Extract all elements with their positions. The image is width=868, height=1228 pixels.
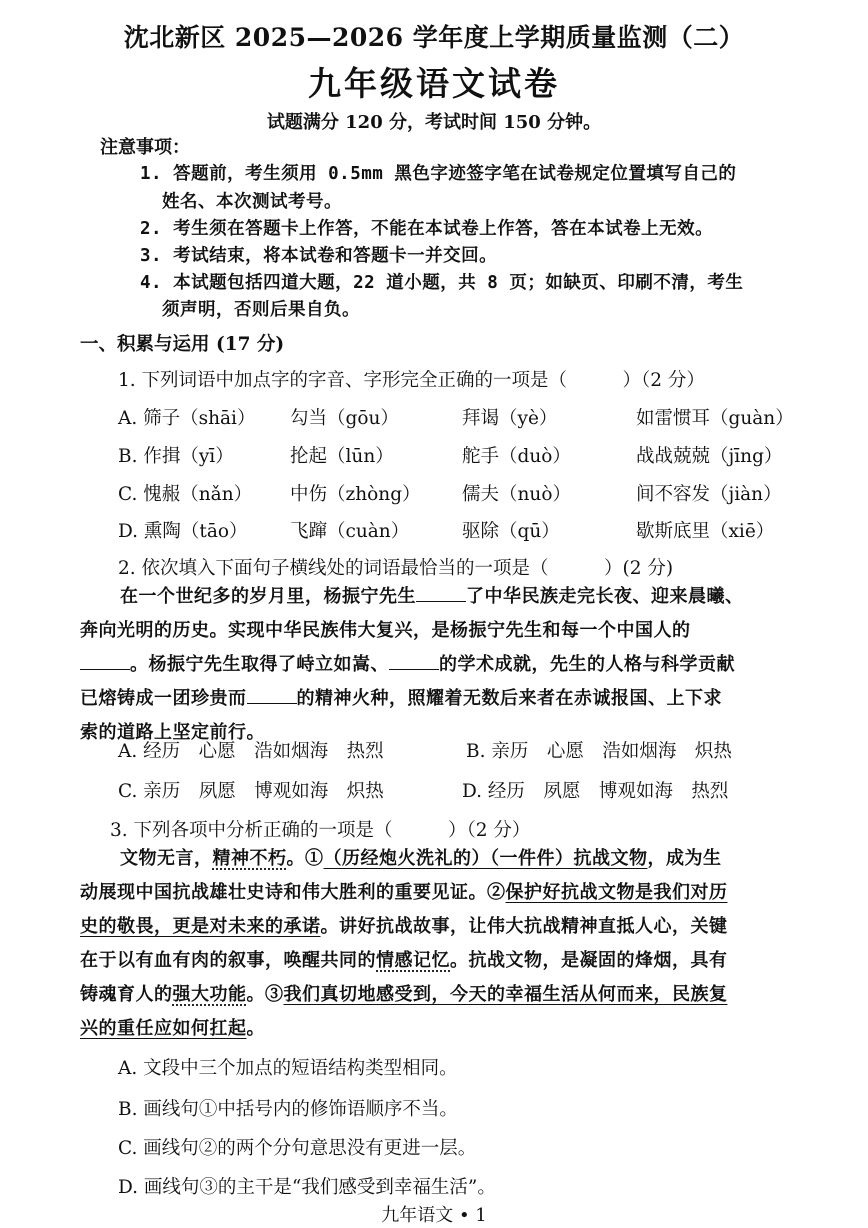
- fill-blank-2: [80, 655, 130, 670]
- q3-passage-line-4: [80, 944, 800, 978]
- underlined-sentence-1: （历经炮火洗礼的）（一件件）抗战文物: [323, 848, 648, 869]
- question-3-stem: 3. 下列各项中分析正确的一项是（ ）（2 分）: [110, 820, 531, 841]
- q2-option-a: A. 经历 心愿 浩如烟海 热烈: [118, 741, 384, 762]
- q2-text: 的学术成就，先生的人格与科学贡献: [439, 654, 735, 675]
- q3-text: 。: [246, 1018, 265, 1039]
- q3-text: 。抗战文物，是凝固的烽烟，具有: [450, 950, 728, 971]
- q1-option-a-4: 如雷惯耳（guàn）: [636, 408, 794, 429]
- q3-text: 。③: [246, 984, 284, 1005]
- q3-text: 铸魂育人的: [80, 984, 173, 1005]
- q3-option-a: A. 文段中三个加点的短语结构类型相同。: [118, 1058, 458, 1079]
- q2-passage-line-4: [80, 682, 800, 716]
- q3-option-d: D. 画线句③的主干是“我们感受到幸福生活”。: [118, 1177, 496, 1198]
- q1-option-d-3: 驱除（qū）: [462, 521, 560, 542]
- q2-text: 已熔铸成一团珍贵而: [80, 688, 247, 709]
- q1-option-c-4: 间不容发（jiàn）: [636, 484, 782, 505]
- notice-item-4-cont: 须声明，否则后果自负。: [162, 300, 360, 320]
- question-2-stem: 2. 依次填入下面句子横线处的词语最恰当的一项是（ ）(2 分): [118, 558, 674, 579]
- q1-option-c-1: C. 愧赧（nǎn）: [118, 484, 253, 505]
- dotted-phrase-3: 强大功能: [172, 984, 247, 1005]
- q3-text: 文物无言，: [120, 848, 213, 869]
- q2-passage-line-2: 奔向光明的历史。实现中华民族伟大复兴，是杨振宁先生和每一个中国人的: [80, 620, 691, 641]
- q2-option-c: C. 亲历 夙愿 博观如海 炽热: [118, 781, 384, 802]
- exam-title-line1: 沈北新区 2025—2026 学年度上学期质量监测（二）: [123, 23, 745, 52]
- q3-option-c: C. 画线句②的两个分句意思没有更进一层。: [118, 1138, 477, 1159]
- q3-option-b: B. 画线句①中括号内的修饰语顺序不当。: [118, 1099, 458, 1120]
- q2-text: 的精神火种，照耀着无数后来者在赤诚报国、上下求: [296, 688, 722, 709]
- q3-text: 动展现中国抗战雄壮史诗和伟大胜利的重要见证。②: [80, 882, 506, 903]
- q3-passage-line-3: [80, 910, 800, 944]
- q1-option-a-2: 勾当（gōu）: [290, 408, 399, 429]
- notice-item-4: 4. 本试题包括四道大题，22 道小题，共 8 页；如缺页、印刷不清，考生: [140, 273, 744, 293]
- underlined-sentence-3: 我们真切地感受到，今天的幸福生活从何而来，民族复: [283, 984, 728, 1005]
- notice-item-2: 2. 考生须在答题卡上作答，不能在本试卷上作答，答在本试卷上无效。: [140, 219, 714, 239]
- exam-title-line2: 九年级语文试卷: [308, 64, 560, 103]
- question-2-passage: [80, 580, 800, 750]
- notice-item-1-cont: 姓名、本次测试考号。: [162, 192, 342, 212]
- notice-heading: 注意事项：: [100, 137, 190, 158]
- underlined-sentence-3-cont: 兴的重任应如何扛起: [80, 1018, 247, 1039]
- page-footer: 九年语文 • 1: [381, 1205, 487, 1226]
- fill-blank-4: [247, 689, 297, 704]
- q3-passage-line-6: [80, 1012, 800, 1046]
- q3-text: ，成为生: [647, 848, 722, 869]
- q2-text: 在一个世纪多的岁月里，杨振宁先生: [120, 586, 416, 607]
- underlined-sentence-2-cont: 史的敬畏，更是对未来的承诺: [80, 916, 321, 937]
- q2-text: 。杨振宁先生取得了峙立如嵩、: [130, 654, 389, 675]
- q1-option-b-4: 战战兢兢（jīng）: [636, 446, 783, 467]
- q1-option-d-2: 飞蹿（cuàn）: [290, 521, 410, 542]
- q2-passage-line-1: [80, 580, 800, 614]
- q1-option-c-3: 儒夫（nuò）: [462, 484, 571, 505]
- dotted-phrase-2: 情感记忆: [376, 950, 450, 971]
- fill-blank-3: [389, 655, 439, 670]
- q1-option-a-1: A. 筛子（shāi）: [118, 408, 256, 429]
- q3-passage-line-1: [80, 842, 800, 876]
- notice-item-3: 3. 考试结束，将本试卷和答题卡一并交回。: [140, 246, 498, 266]
- q1-option-a-3: 拜谒（yè）: [462, 408, 558, 429]
- fill-blank-1: [416, 587, 466, 602]
- dotted-phrase-1: 精神不朽: [212, 848, 287, 869]
- q2-option-b: B. 亲历 心愿 浩如烟海 炽热: [466, 741, 732, 762]
- q1-option-d-1: D. 熏陶（tāo）: [118, 521, 248, 542]
- q1-option-c-2: 中伤（zhòng）: [290, 484, 421, 505]
- q2-option-d: D. 经历 夙愿 博观如海 热烈: [462, 781, 729, 802]
- q1-option-b-3: 舵手（duò）: [462, 446, 571, 467]
- q1-option-d-4: 歇斯底里（xiē）: [636, 521, 775, 542]
- question-1-stem: 1. 下列词语中加点字的字音、字形完全正确的一项是（ ）（2 分）: [118, 370, 705, 391]
- q1-option-b-1: B. 作揖（yī）: [118, 446, 234, 467]
- question-3-passage: [80, 842, 800, 1046]
- section-heading: 一、积累与运用 (17 分): [80, 334, 285, 355]
- exam-subtitle: 试题满分 120 分，考试时间 150 分钟。: [266, 112, 602, 133]
- q3-text: 在于以有血有肉的叙事，唤醒共同的: [80, 950, 376, 971]
- q2-text: 了中华民族走完长夜、迎来晨曦、: [466, 586, 744, 607]
- q2-passage-line-3: [80, 648, 800, 682]
- notice-item-1: 1. 答题前，考生须用 0.5mm 黑色字迹签字笔在试卷规定位置填写自己的: [140, 164, 737, 184]
- q3-passage-line-2: [80, 876, 800, 910]
- q3-passage-line-5: [80, 978, 800, 1012]
- q1-option-b-2: 抡起（lūn）: [290, 446, 394, 467]
- q2-passage-line-5: 索的道路上坚定前行。: [80, 722, 265, 743]
- q3-text: 。①: [286, 848, 324, 869]
- underlined-sentence-2: 保护好抗战文物是我们对历: [505, 882, 728, 903]
- q3-text: 。讲好抗战故事，让伟大抗战精神直抵人心，关键: [320, 916, 728, 937]
